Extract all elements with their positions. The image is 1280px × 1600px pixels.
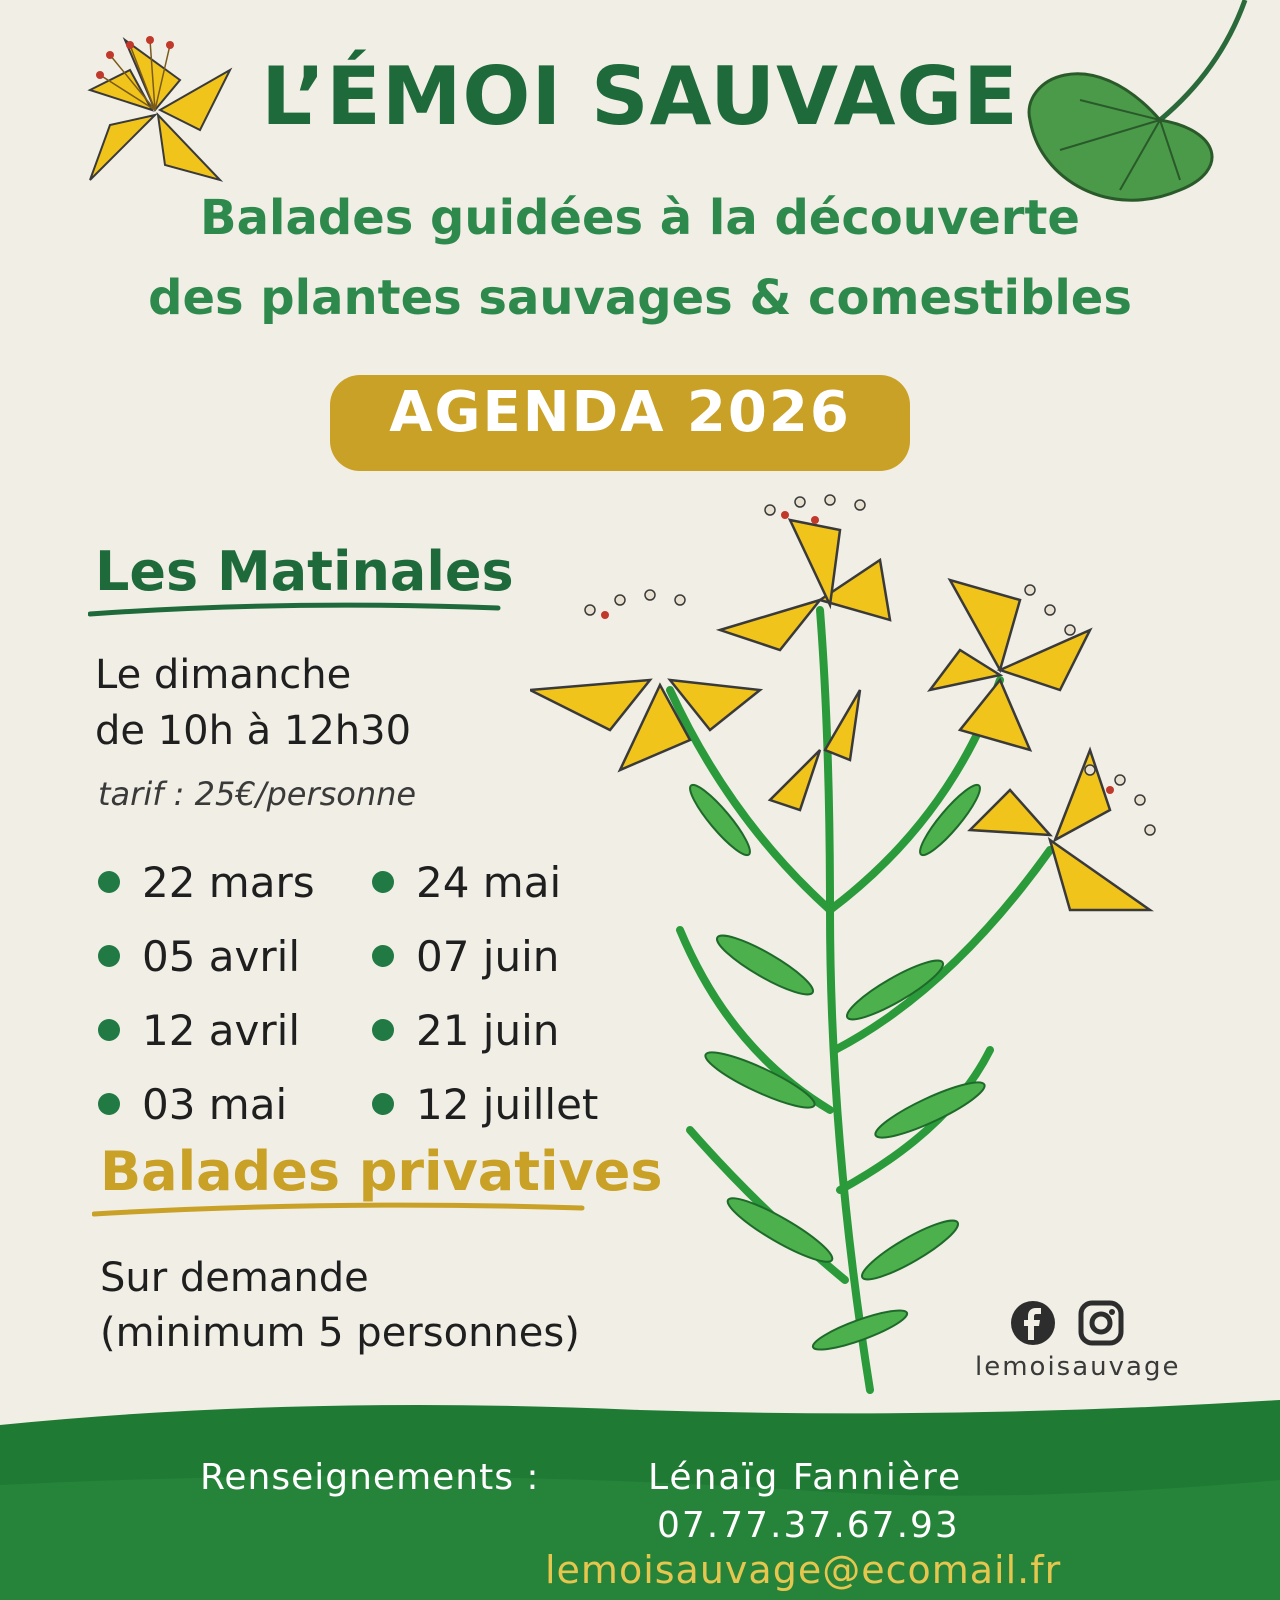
date-item — [98, 993, 315, 1067]
date-item — [98, 845, 315, 919]
date-text: 24 mai — [416, 857, 562, 907]
date-text: 05 avril — [142, 931, 300, 981]
bullet-icon — [372, 1019, 394, 1041]
matinales-hours: de 10h à 12h30 — [95, 708, 412, 754]
contact-phone[interactable]: 07.77.37.67.93 — [657, 1505, 960, 1546]
matinales-heading: Les Matinales — [95, 540, 514, 603]
privatives-heading: Balades privatives — [100, 1140, 663, 1203]
date-text: 07 juin — [416, 931, 560, 981]
privatives-line-1: Sur demande — [100, 1255, 369, 1301]
subtitle-line-2: des plantes sauvages & comestibles — [148, 270, 1132, 326]
contact-name: Lénaïg Fannière — [648, 1457, 963, 1498]
date-text: 03 mai — [142, 1079, 288, 1129]
bullet-icon — [98, 945, 120, 967]
matinales-price: tarif : 25€/personne — [98, 775, 417, 813]
page-title: L’ÉMOI SAUVAGE — [261, 50, 1019, 143]
matinales-day: Le dimanche — [95, 652, 352, 698]
facebook-icon[interactable] — [1010, 1300, 1056, 1346]
subtitle-line-1: Balades guidées à la découverte — [200, 190, 1080, 246]
date-text: 22 mars — [142, 857, 315, 907]
bullet-icon — [98, 1019, 120, 1041]
social-handle[interactable]: lemoisauvage — [975, 1352, 1181, 1382]
agenda-title: AGENDA 2026 — [389, 380, 851, 445]
date-text: 12 juillet — [416, 1079, 599, 1129]
footer-label: Renseignements : — [200, 1457, 540, 1498]
date-item — [98, 919, 315, 993]
bullet-icon — [372, 1093, 394, 1115]
dates-column-left — [98, 845, 315, 1141]
date-text: 12 avril — [142, 1005, 300, 1055]
bullet-icon — [372, 945, 394, 967]
matinales-underline — [88, 598, 508, 622]
date-text: 21 juin — [416, 1005, 560, 1055]
privatives-line-2: (minimum 5 personnes) — [100, 1310, 580, 1356]
privatives-underline — [92, 1198, 592, 1222]
st-johns-wort-illustration — [530, 490, 1200, 1410]
bullet-icon — [98, 1093, 120, 1115]
bullet-icon — [372, 871, 394, 893]
instagram-icon[interactable] — [1078, 1300, 1124, 1346]
date-item — [98, 1067, 315, 1141]
contact-email[interactable]: lemoisauvage@ecomail.fr — [545, 1548, 1062, 1592]
bullet-icon — [98, 871, 120, 893]
